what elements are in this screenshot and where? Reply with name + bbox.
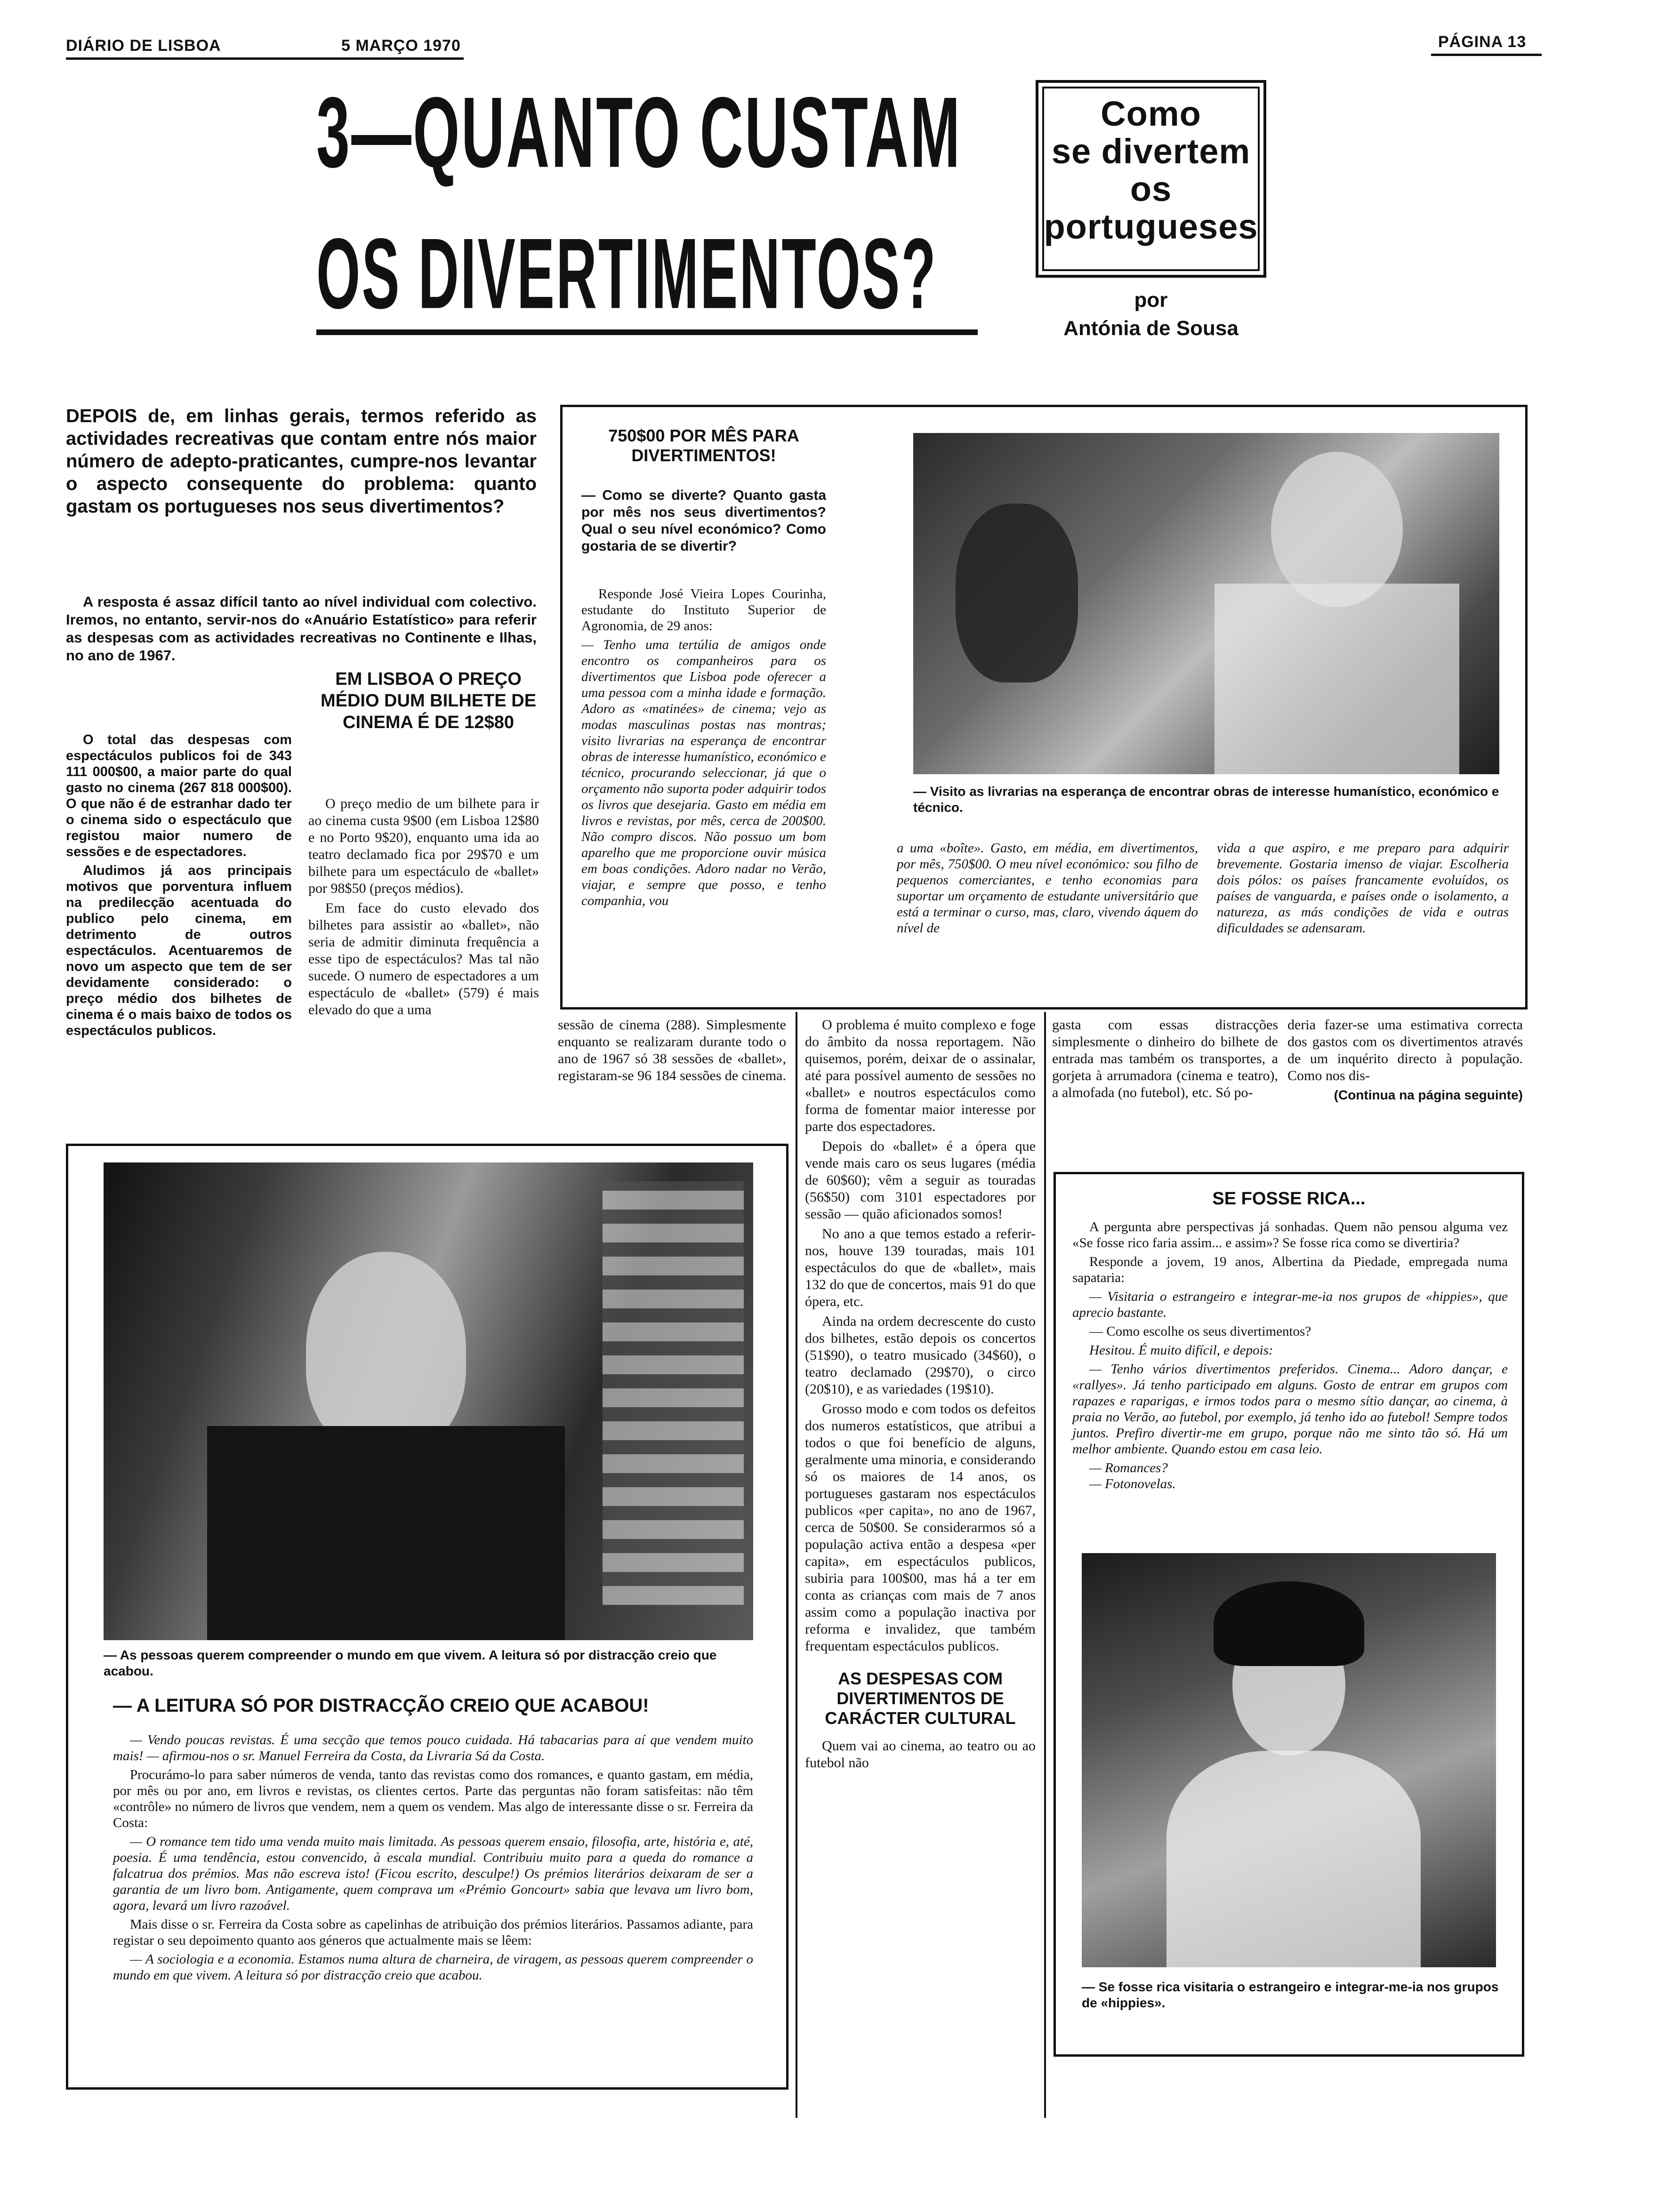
middle-paragraph-2: O problema é muito complexo e foge do âmbito da nossa reportagem. Não quisemos, porém, deixar de o assinalar, até para possível aumento de sessões no «ballet» e noutros espectáculos como forma de fomentar maior interesse por parte dos espectadores. [805,1017,1036,1134]
page-number: PÁGINA 13 [1438,33,1527,51]
newspaper-name: DIÁRIO DE LISBOA [66,37,221,55]
leitura-photo-caption: — As pessoas querem compreender o mundo em que vivem. A leitura só por distracção creio que acabou. [104,1648,717,1678]
byline-author: Antónia de Sousa [1063,317,1239,340]
photo-young-woman [1082,1553,1496,1967]
intro-paragraph-6: Em face do custo elevado dos bilhetes para assistir ao «ballet», não seria de admitir diminuta frequência a esse tipo de espectáculos? Mas tal não sucede. O numero de espectadores a um espectáculo de «ballet» (579) é mais elevado do que a uma [308,900,539,1018]
centre-paragraph-2: No ano a que temos estado a referir-nos, houve 139 touradas, mais 101 espectáculos do que de «ballet», mais 132 do que de concertos, mais 91 do que ópera, etc. [805,1226,1036,1309]
box2-paragraph-8: — Fotonovelas. [1089,1476,1176,1491]
centre-subhead: AS DESPESAS COM DIVERTIMENTOS DE CARÁCTER CULTURAL [825,1669,1016,1728]
continued-note: (Continua na página seguinte) [1334,1088,1523,1102]
middle-paragraph-4: deria fazer-se uma estimativa correcta dos gastos com os divertimentos através de um inquérito directo à população. Como nos dis- [1287,1017,1523,1083]
header-rule-right [1431,54,1542,56]
middle-column-1 [558,1017,786,1087]
box2-body [1072,1219,1508,1495]
series-box [1036,80,1266,278]
intro-left-column [66,732,292,1042]
leitura-paragraph-4: Mais disse o sr. Ferreira da Costa sobre as capelinhas de atribuição dos prémios literários. Passamos adiante, para registar o seu depoimento quanto aos géneros que actualmente mais se lêem: [113,1917,753,1948]
leitura-paragraph-2: Procurámo-lo para saber números de venda, tanto das revistas como dos romances, e quanto gastam, em média, por mês ou por ano, em livros e revistas, os clientes certos. Parte das perguntas não foram satisfeitas: não têm «contrôle» no número de livros que vendem, nem a quem os vendem. Mas algo de interessante disse o sr. Ferreira da Costa: [113,1767,753,1830]
intro-paragraph-3: O total das despesas com espectáculos publicos foi de 343 111 000$00, a maior parte do qual gasto no cinema (267 818 000$00). O que não é de estranhar dado ter o cinema sido o espectáculo que registou maior numero de sessões e de espectadores. [66,732,292,859]
intro-column [66,593,537,667]
leitura-paragraph-3: — O romance tem tido uma venda muito mais limitada. As pessoas querem ensaio, filosofia, arte, história e, até, poesia. É uma tendência, estou convencido, à escala mundial. Contribuiu muito para a queda do romance a falcatrua dos prémios. Mas não escreva isto! (Ficou escrito, desculpe!) Os prémios literários deixaram de ser a garantia de um livro bom. Antigamente, quem comprava um «Prémio Goncourt» sabia que levava um livro bom, agora, levará um livro razoável. [113,1834,753,1913]
intro-subhead: EM LISBOA O PREÇO MÉDIO DUM BILHETE DE CINEMA É DE 12$80 [320,669,537,732]
box2-paragraph-5: Hesitou. É muito difícil, e depois: [1089,1343,1273,1358]
column-divider-2 [1044,1012,1046,2118]
series-line-4: portugueses [1044,207,1258,246]
header-rule-left [66,57,464,60]
box2-paragraph-1: A pergunta abre perspectivas já sonhadas. Quem não pensou alguma vez «Se fosse rico faria assim... e assim»? Se fosse rica como se divertiria? [1072,1219,1508,1250]
column-divider-1 [796,1012,797,2118]
box1-title: 750$00 POR MÊS PARA DIVERTIMENTOS! [608,426,799,465]
intro-paragraph-5: O preço medio de um bilhete para ir ao cinema custa 9$00 (em Lisboa 12$80 e no Porto 9$20), enquanto uma ida ao teatro declamado fica por 29$70 e um bilhete para um espectáculo de «ballet» por 98$50 (preços médios). [308,796,539,896]
box1-column-1 [581,586,826,912]
centre-paragraph-4: Grosso modo e com todos os defeitos dos numeros estatísticos, que atribui a todos o que foi benefício de alguns, geralmente uma minoria, e considerando só os maiores de 14 anos, os portugueses gastaram nos espectáculos publicos «per capita», no ano de 1967, cerca de 50$00. Se considerarmos só a população activa então a despesa «per capita», em espectáculos publicos, subiria para 100$00, mas há a ter em conta as crianças com mais de 7 anos assim como a população inactiva por reforma e invalidez, que também frequentam espectáculos publicos. [805,1401,1036,1654]
middle-column-2 [805,1017,1036,1774]
headline-line-2: OS DIVERTIMENTOS? [316,217,937,329]
leitura-paragraph-5: — A sociologia e a economia. Estamos numa altura de charneira, de viragem, as pessoas querem compreender o mundo em que vivem. A leitura só por distracção creio que acabou. [113,1952,753,1983]
intro-right-column [308,795,539,1021]
series-line-1: Como [1101,94,1201,133]
box1-question: — Como se diverte? Quanto gasta por mês nos seus divertimentos? Qual o seu nível económico? Como gostaria de se divertir? [581,488,826,554]
box1-answer-1: — Tenho uma tertúlia de amigos onde encontro os companheiros para os divertimentos que Lisboa pode oferecer a uma pessoa com a minha idade e formação. Adoro as «matinées» de cinema; vejo as modas masculinas postas nas montras; visito livrarias na esperança de encontrar obras de interesse humanístico, económico e técnico, procurando seleccionar, já que o orçamento não suporta poder adquirir todos os livros que desejaria. Gasto em média em livros e revistas, por mês, cerca de 200$00. Não compro discos. Não possuo um bom aparelho que me proporcione ouvir música em boas condições. Adoro nadar no Verão, viajar, e sempre que posso, e tenho companhia, vou [581,637,826,908]
photo-bookseller [104,1162,753,1640]
headline-block [316,75,978,346]
interview-box-1 [560,405,1528,1010]
series-line-3: os [1130,169,1172,208]
box2-paragraph-7: — Romances? [1089,1460,1168,1475]
box2-paragraph-4: — Como escolhe os seus divertimentos? [1089,1324,1311,1339]
middle-paragraph-1: sessão de cinema (288). Simplesmente enquanto se realizaram durante todo o ano de 1967 só 38 sessões de «ballet», registaram-se 96 184 sessões de cinema. [558,1017,786,1083]
headline-underline [316,329,978,335]
box1-photo-caption: — Visito as livrarias na esperança de encontrar obras de interesse humanístico, económico e técnico. [913,784,1499,815]
box2-paragraph-6: — Tenho vários divertimentos preferidos. Cinema... Adoro dançar, e «rallyes». Já tenho participado em alguns. Gosto de entrar em grupos com rapazes e raparigas, e irmos todos para o mesmo sítio dançar, ao cinema, à praia no Verão, ao futebol, por exemplo, já tenho ido ao futebol! Sempre todos juntos. Prefiro divertir-me em grupo, porque não me sinto tão só. Há um melhor ambiente. Quando estou em casa leio. [1072,1362,1508,1457]
byline-por: por [1134,289,1168,312]
box2-paragraph-2: Responde a jovem, 19 anos, Albertina da Piedade, empregada numa sapataria: [1072,1254,1508,1285]
leitura-body [113,1732,753,1986]
box2-paragraph-3: — Visitaria o estrangeiro e integrar-me-ia nos grupos de «hippies», que aprecio bastante. [1072,1289,1508,1320]
middle-column-3 [1052,1017,1278,1104]
intro-paragraph-4: Aludimos já aos principais motivos que porventura influem na predilecção acentuada do publico pelo cinema, em detrimento de outros espectáculos. Acentuaremos de novo um aspecto que tem de ser devidamente considerado: o preço médio dos bilhetes de cinema é o mais baixo de todos os espectáculos publicos. [66,863,292,1038]
box1-answer-2: a uma «boîte». Gasto, em média, em divertimentos, por mês, 750$00. O meu nível económico: sou filho de pequenos comerciantes, e tenho economias para suportar um orçamento de estudante universitário que está a terminar o curso, mas, claro, vivendo áquem do nível de [897,841,1198,936]
headline-line-1: 3—QUANTO CUSTAM [316,76,962,188]
box2-photo-caption: — Se fosse rica visitaria o estrangeiro e integrar-me-ia nos grupos de «hippies». [1082,1980,1499,2010]
box1-intro: Responde José Vieira Lopes Courinha, estudante do Instituto Superior de Agronomia, de 29 anos: [581,586,826,633]
leitura-paragraph-1: — Vendo poucas revistas. É uma secção que temos pouco cuidada. Há tabacarias para aí que vendem muito mais! — afirmou-nos o sr. Manuel Ferreira da Costa, da Livraria Sá da Costa. [113,1732,753,1763]
leitura-title: — A LEITURA SÓ POR DISTRACÇÃO CREIO QUE ACABOU! [113,1695,649,1716]
intro-lead: DEPOIS de, em linhas gerais, termos referido as actividades recreativas que contam entre nós maior número de adepto-praticantes, cumpre-nos levantar o aspecto consequente do problema: quanto gastam os portugueses nos seus divertimentos? [66,406,537,517]
interview-box-leitura [66,1144,788,2090]
box1-answer-3: vida a que aspiro, e me preparo para adquirir brevemente. Gostaria imenso de viajar. Escolheria dois pólos: os países francamente evoluídos, os países de vanguarda, e países onde o isolamento, a natureza, as más condições de vida e outras dificuldades se adensaram. [1217,841,1509,936]
middle-paragraph-3: gasta com essas distracções simplesmente o dinheiro do bilhete de entrada mas também os transportes, a gorjeta à arrumadora (cinema e teatro), a almofada (no futebol), etc. Só po- [1052,1017,1278,1100]
middle-column-4 [1287,1017,1523,1106]
centre-paragraph-5: Quem vai ao cinema, ao teatro ou ao futebol não [805,1738,1036,1771]
intro-paragraph-2: A resposta é assaz difícil tanto ao nível individual com colectivo. Iremos, no entanto, servir-nos do «Anuário Estatístico» para referir as despesas com as actividades recreativas no Continente e Ilhas, no ano de 1967. [66,593,537,664]
box2-title: SE FOSSE RICA... [1212,1189,1366,1209]
issue-date: 5 MARÇO 1970 [341,37,461,55]
photo-man-in-bookshop [913,433,1499,774]
interview-box-2 [1054,1172,1524,2057]
series-line-2: se divertem [1051,132,1251,171]
centre-paragraph-3: Ainda na ordem decrescente do custo dos bilhetes, estão depois os concertos (51$90), o teatro musicado (34$60), o teatro declamado (29$70), o circo (20$10), e as variedades (19$10). [805,1314,1036,1397]
centre-paragraph-1: Depois do «ballet» é a ópera que vende mais caro os seus lugares (média de 60$60); vêm a seguir as touradas (56$50) com 3101 espectadores por sessão — quão aficionados somos! [805,1138,1036,1222]
